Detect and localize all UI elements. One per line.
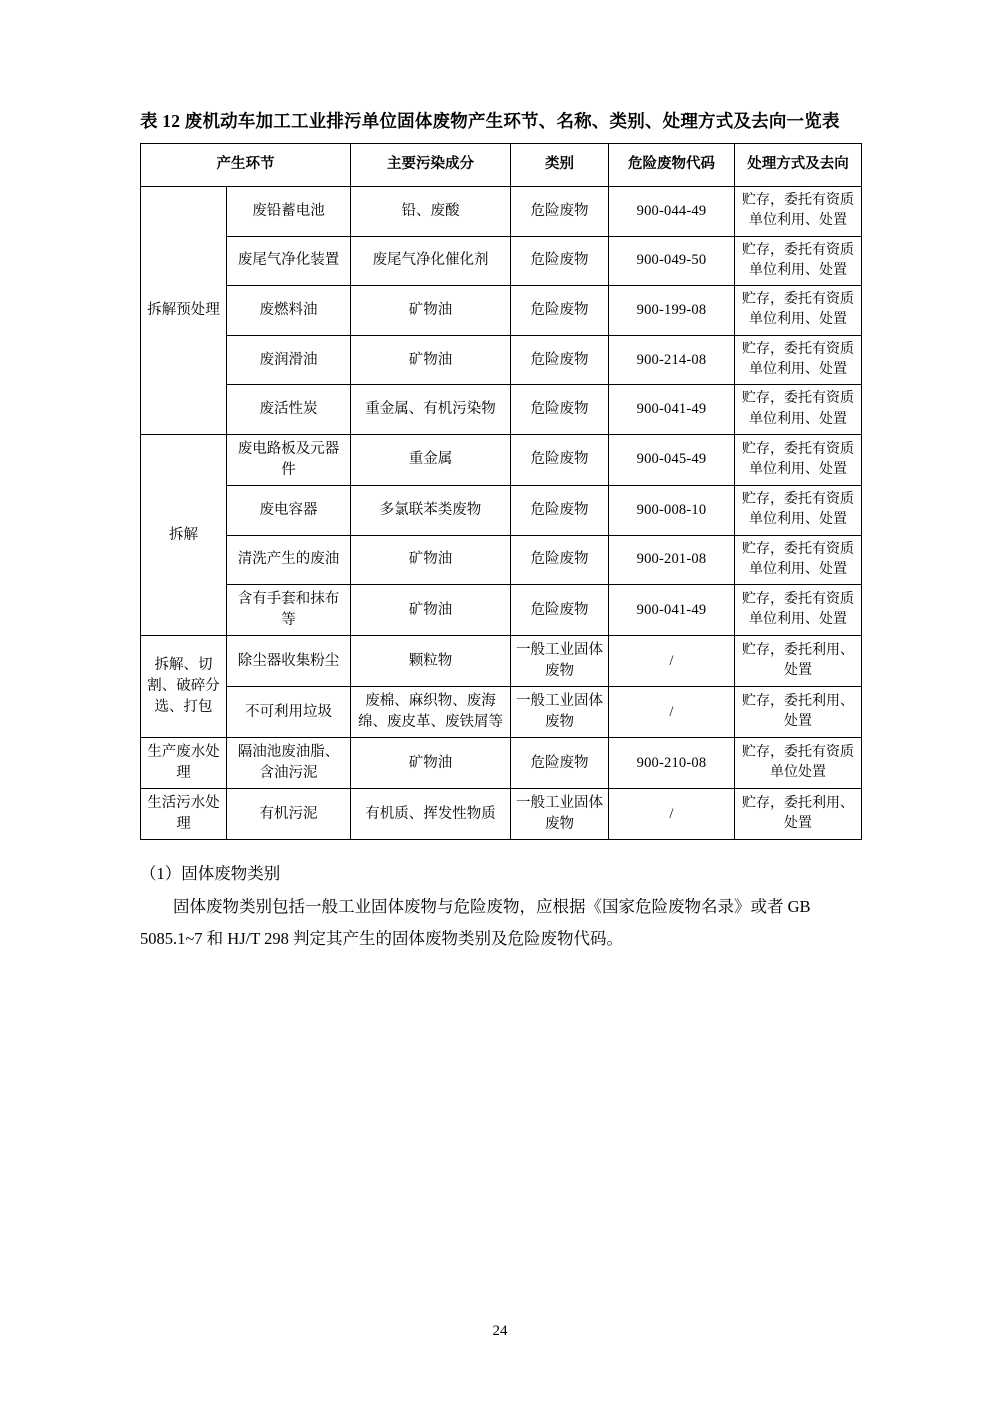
cell-category: 危险废物 — [511, 236, 609, 286]
table-row — [141, 636, 862, 687]
column-header-pollutant: 主要污染成分 — [351, 144, 511, 187]
page-number: 24 — [492, 1323, 508, 1339]
cell-waste-name: 废电路板及元器件 — [227, 434, 351, 485]
cell-code: 900-041-49 — [609, 385, 735, 435]
cell-pollutant: 废尾气净化催化剂 — [351, 236, 511, 286]
table-header-row — [141, 144, 862, 187]
cell-waste-name: 不可利用垃圾 — [227, 687, 351, 738]
cell-waste-name: 有机污泥 — [227, 789, 351, 840]
cell-category: 危险废物 — [511, 286, 609, 336]
cell-waste-name: 废铅蓄电池 — [227, 187, 351, 237]
cell-category: 一般工业固体废物 — [511, 687, 609, 738]
cell-stage: 生产废水处理 — [141, 738, 227, 789]
cell-category: 危险废物 — [511, 187, 609, 237]
cell-pollutant: 矿物油 — [351, 286, 511, 336]
cell-pollutant: 铅、废酸 — [351, 187, 511, 237]
cell-waste-name: 废活性炭 — [227, 385, 351, 435]
cell-category: 一般工业固体废物 — [511, 636, 609, 687]
body-text — [140, 858, 860, 955]
cell-waste-name: 废润滑油 — [227, 335, 351, 385]
cell-disposal: 贮存，委托有资质单位利用、处置 — [735, 286, 862, 336]
table-row — [141, 286, 862, 336]
cell-waste-name: 除尘器收集粉尘 — [227, 636, 351, 687]
cell-disposal: 贮存，委托有资质单位利用、处置 — [735, 385, 862, 435]
cell-waste-name: 废燃料油 — [227, 286, 351, 336]
cell-category: 危险废物 — [511, 585, 609, 636]
cell-stage: 拆解预处理 — [141, 187, 227, 435]
section-heading: （1）固体废物类别 — [140, 864, 281, 884]
cell-category: 危险废物 — [511, 335, 609, 385]
cell-category: 危险废物 — [511, 434, 609, 485]
cell-category: 危险废物 — [511, 535, 609, 585]
table-row — [141, 236, 862, 286]
cell-disposal: 贮存，委托有资质单位利用、处置 — [735, 585, 862, 636]
cell-pollutant: 矿物油 — [351, 585, 511, 636]
cell-code: 900-045-49 — [609, 434, 735, 485]
cell-pollutant: 矿物油 — [351, 535, 511, 585]
cell-pollutant: 重金属 — [351, 434, 511, 485]
cell-disposal: 贮存，委托有资质单位利用、处置 — [735, 236, 862, 286]
cell-category: 危险废物 — [511, 486, 609, 536]
table-row — [141, 187, 862, 237]
cell-code: 900-044-49 — [609, 187, 735, 237]
table-row — [141, 434, 862, 485]
column-header-code: 危险废物代码 — [609, 144, 735, 187]
cell-pollutant: 矿物油 — [351, 738, 511, 789]
cell-code: 900-199-08 — [609, 286, 735, 336]
cell-pollutant: 颗粒物 — [351, 636, 511, 687]
cell-disposal: 贮存，委托利用、处置 — [735, 687, 862, 738]
table-caption: 表 12 废机动车加工工业排污单位固体废物产生环节、名称、类别、处理方式及去向一览表 — [140, 111, 840, 131]
cell-disposal: 贮存，委托利用、处置 — [735, 636, 862, 687]
cell-pollutant: 有机质、挥发性物质 — [351, 789, 511, 840]
table-row — [141, 738, 862, 789]
column-header-category: 类别 — [511, 144, 609, 187]
cell-disposal: 贮存，委托有资质单位利用、处置 — [735, 434, 862, 485]
table-row — [141, 789, 862, 840]
cell-disposal: 贮存，委托有资质单位利用、处置 — [735, 486, 862, 536]
cell-disposal: 贮存，委托有资质单位利用、处置 — [735, 187, 862, 237]
cell-code: / — [609, 687, 735, 738]
cell-category: 危险废物 — [511, 738, 609, 789]
cell-pollutant: 多氯联苯类废物 — [351, 486, 511, 536]
section-paragraph: 固体废物类别包括一般工业固体废物与危险废物，应根据《国家危险废物名录》或者 GB 5085.1~7 和 HJ/T 298 判定其产生的固体废物类别及危险废物代码。 — [140, 896, 811, 948]
cell-stage: 拆解 — [141, 434, 227, 635]
cell-waste-name: 废尾气净化装置 — [227, 236, 351, 286]
table-row — [141, 585, 862, 636]
cell-category: 一般工业固体废物 — [511, 789, 609, 840]
cell-code: / — [609, 789, 735, 840]
cell-pollutant: 重金属、有机污染物 — [351, 385, 511, 435]
cell-code: 900-008-10 — [609, 486, 735, 536]
cell-waste-name: 隔油池废油脂、含油污泥 — [227, 738, 351, 789]
cell-code: 900-041-49 — [609, 585, 735, 636]
cell-disposal: 贮存，委托有资质单位处置 — [735, 738, 862, 789]
cell-stage: 生活污水处理 — [141, 789, 227, 840]
cell-code: 900-214-08 — [609, 335, 735, 385]
cell-code: 900-049-50 — [609, 236, 735, 286]
cell-waste-name: 清洗产生的废油 — [227, 535, 351, 585]
cell-disposal: 贮存，委托利用、处置 — [735, 789, 862, 840]
cell-code: 900-210-08 — [609, 738, 735, 789]
solid-waste-table — [140, 143, 862, 840]
column-header-disposal: 处理方式及去向 — [735, 144, 862, 187]
cell-disposal: 贮存，委托有资质单位利用、处置 — [735, 335, 862, 385]
cell-waste-name: 含有手套和抹布等 — [227, 585, 351, 636]
cell-category: 危险废物 — [511, 385, 609, 435]
cell-code: / — [609, 636, 735, 687]
table-row — [141, 385, 862, 435]
cell-stage: 拆解、切割、破碎分选、打包 — [141, 636, 227, 738]
cell-pollutant: 矿物油 — [351, 335, 511, 385]
cell-waste-name: 废电容器 — [227, 486, 351, 536]
table-row — [141, 535, 862, 585]
column-header-stage: 产生环节 — [141, 144, 351, 187]
table-row — [141, 335, 862, 385]
cell-disposal: 贮存，委托有资质单位利用、处置 — [735, 535, 862, 585]
table-row — [141, 486, 862, 536]
cell-pollutant: 废棉、麻织物、废海绵、废皮革、废铁屑等 — [351, 687, 511, 738]
table-row — [141, 687, 862, 738]
cell-code: 900-201-08 — [609, 535, 735, 585]
